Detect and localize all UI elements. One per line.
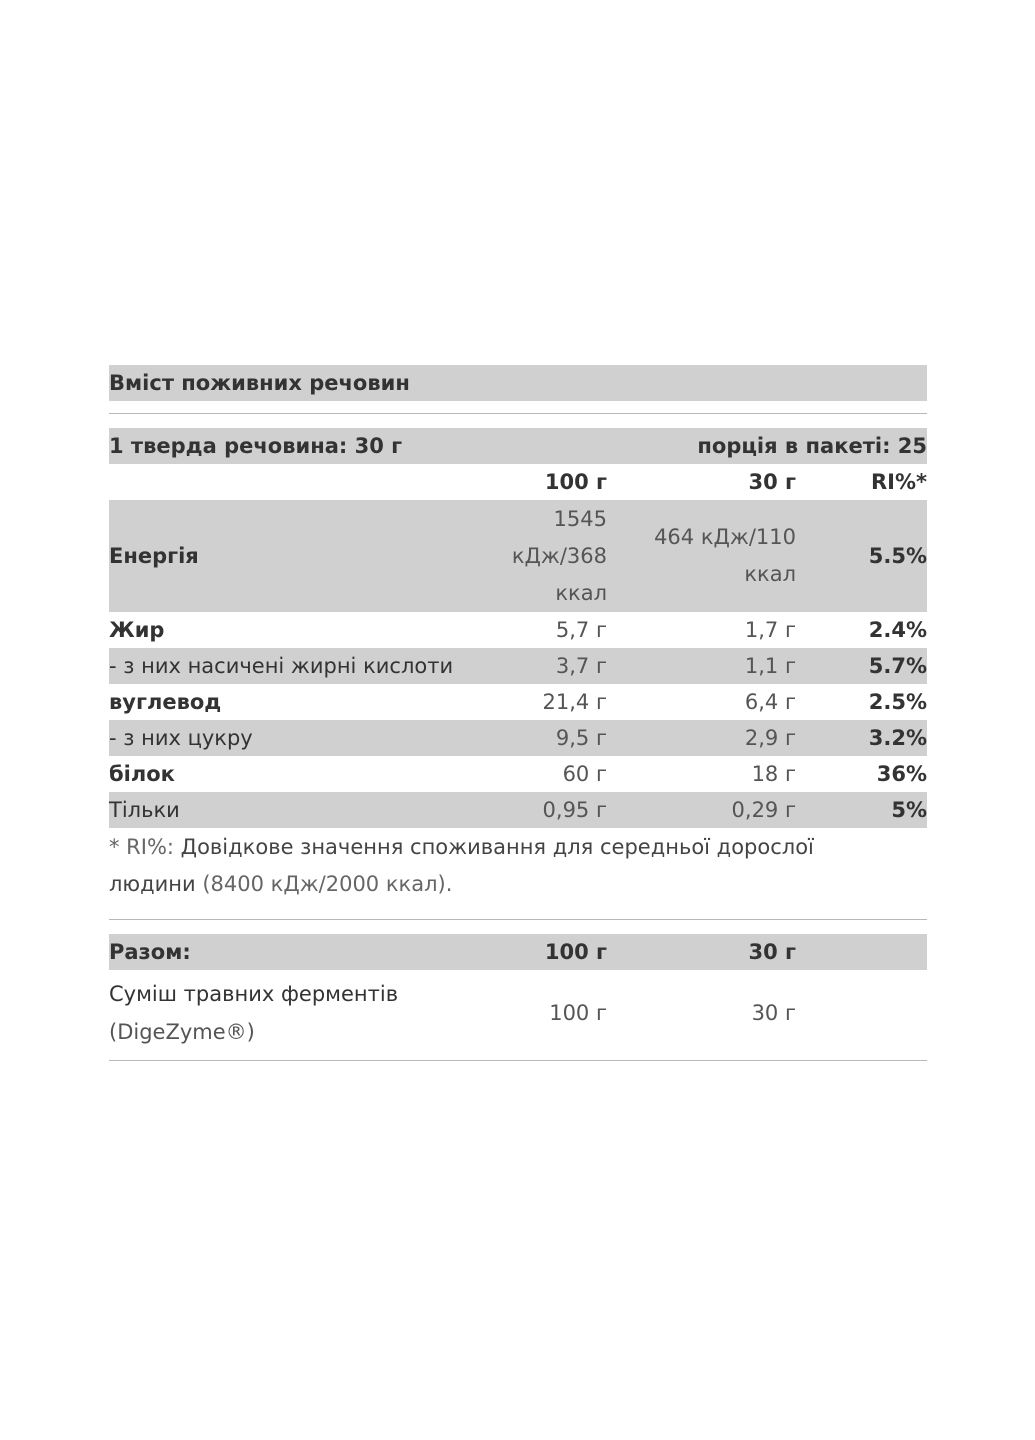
serving-per-pack-label: порція в пакеті: 25 [697, 434, 927, 458]
column-header-row [109, 464, 927, 500]
totals-per30: 30 г [748, 940, 796, 964]
energy-ri: 5.5% [868, 544, 927, 568]
energy-per100: 1545 кДж/368 ккал [511, 506, 607, 605]
column-header-per30: 30 г [748, 470, 796, 494]
enzyme-per30: 30 г [751, 1001, 796, 1025]
footnote: * RI%: Довідкове значення споживання для середньої дорослої людини (8400 кДж/2000 ккал). [109, 835, 814, 896]
energy-per30: 464 кДж/110 ккал [654, 525, 796, 586]
column-header-per100: 100 г [544, 470, 607, 494]
table-row: Жир 5,7 г 1,7 г 2.4% [109, 618, 927, 642]
enzyme-row [109, 970, 927, 1056]
totals-label: Разом: [109, 940, 191, 964]
column-header-ri: RI%* [870, 470, 927, 494]
table-row: Тільки 0,95 г 0,29 г 5% [109, 792, 927, 828]
totals-header-row [109, 934, 927, 970]
energy-row [109, 500, 927, 612]
table-row: вуглевод 21,4 г 6,4 г 2.5% [109, 690, 927, 714]
section-title: Вміст поживних речовин [109, 365, 927, 401]
enzyme-per100: 100 г [549, 1001, 607, 1025]
serving-solid-label: 1 тверда речовина: 30 г [109, 434, 403, 458]
energy-label: Енергія [109, 544, 199, 568]
footnote-prefix: * RI%: [109, 835, 174, 859]
totals-per100: 100 г [544, 940, 607, 964]
table-row: білок 60 г 18 г 36% [109, 762, 927, 786]
enzyme-label: Суміш травних ферментів (DigeZyme®) [109, 982, 399, 1044]
divider [109, 1060, 927, 1061]
serving-row [109, 428, 927, 464]
table-row: - з них цукру 9,5 г 2,9 г 3.2% [109, 720, 927, 756]
table-row: - з них насичені жирні кислоти 3,7 г 1,1 г 5.7% [109, 648, 927, 684]
nutrition-table [109, 365, 927, 1061]
